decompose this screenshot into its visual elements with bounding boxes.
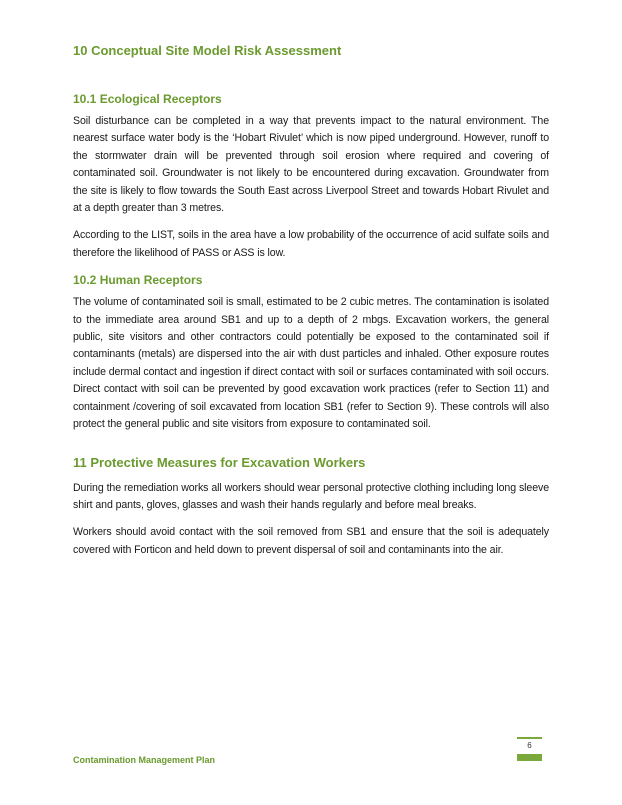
footer-document-title: Contamination Management Plan (73, 755, 216, 765)
page-number-box (517, 737, 542, 761)
section-11-paragraph-2: Workers should avoid contact with the soil removed from SB1 and ensure that the soil is adequately covered with Forticon and held down to prevent dispersal of soil and contaminants into the air. (73, 526, 549, 556)
page-number: 6 (527, 741, 532, 750)
section-11-heading: 11 Protective Measures for Excavation Workers (73, 454, 366, 470)
section-10-1-paragraph-2: According to the LIST, soils in the area have a low probability of the occurrence of acid sulfate soils and therefore the likelihood of PASS or ASS is low. (73, 229, 549, 259)
page-content (73, 40, 549, 559)
section-10-2-heading: 10.2 Human Receptors (73, 273, 203, 288)
section-10-1-heading: 10.1 Ecological Receptors (73, 92, 222, 106)
section-11-paragraph-1: During the remediation works all workers should wear personal protective clothing including long sleeve shirt and pants, gloves, glasses and wash their hands regularly and before meal breaks. (73, 481, 549, 511)
section-10-heading: 10 Conceptual Site Model Risk Assessment (73, 43, 342, 58)
section-10-2-paragraph-1: The volume of contaminated soil is small, estimated to be 2 cubic metres. The contamination is isolated to the immediate area around SB1 and up to a depth of 2 mbgs. Excavation workers, the general public, site visitors and other contractors could potentially be exposed to the contaminated soil if contaminants (metals) are dispersed into the air with dust particles and inhaled. Other exposure routes include dermal contact and ingestion if direct contact with soil or surfaces contaminated with soil occurs. Direct contact with soil can be prevented by good excavation work practices (refer to Section 11) and containment /covering of soil excavated from location SB1 (refer to Section 9). These controls will also protect the general public and site visitors from exposure to contaminated soil. (73, 296, 549, 431)
section-10-1-paragraph-1: Soil disturbance can be completed in a way that prevents impact to the natural environment. The nearest surface water body is the ‘Hobart Rivulet’ which is now piped underground. However, runoff to the stormwater drain will be prevented through soil erosion where required and covering of contaminated soil. Groundwater is not likely to be encountered during excavation. Groundwater from the site is likely to flow towards the South East across Liverpool Street and towards Hobart Rivulet and at a depth greater than 3 metres. (73, 115, 549, 215)
page-number-accent-bar (517, 754, 542, 761)
page-number-rule (517, 737, 542, 739)
